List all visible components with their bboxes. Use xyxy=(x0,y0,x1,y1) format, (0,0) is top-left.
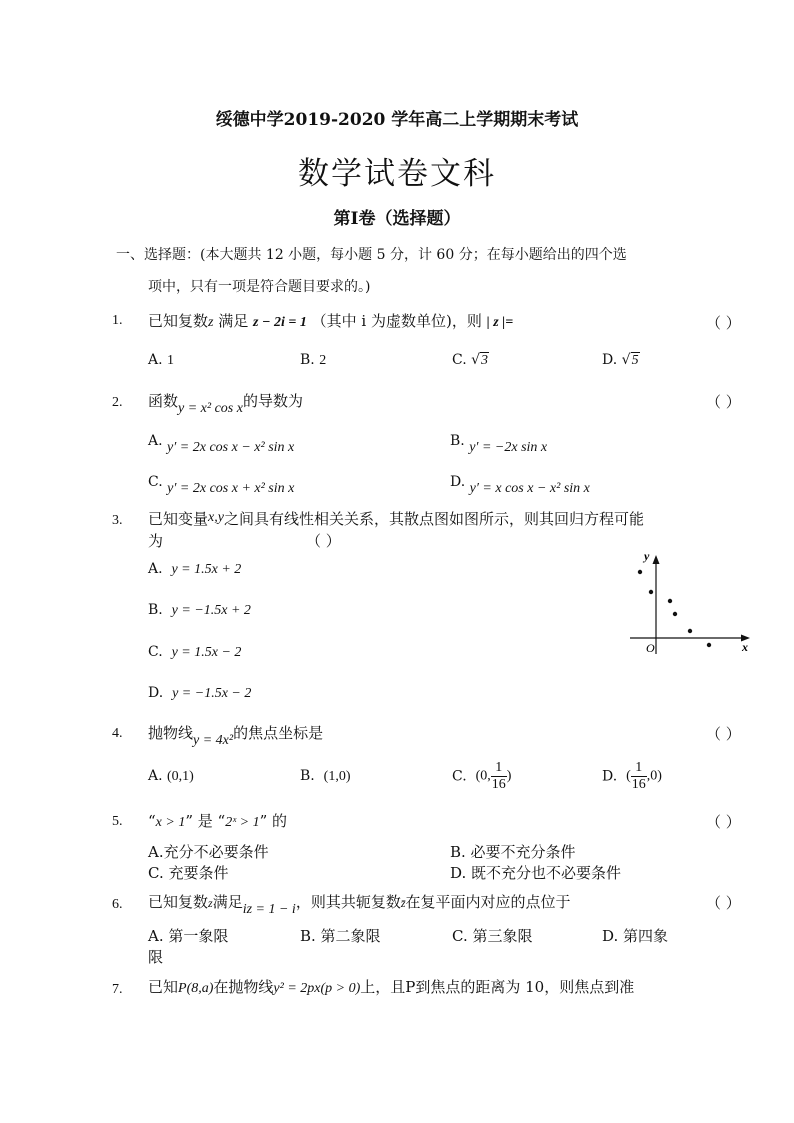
stem-text: 在复平面内对应的点位于 xyxy=(405,893,571,911)
option-value: y = 1.5x + 2 xyxy=(171,562,242,577)
option-d: D. 既不充分也不必要条件 xyxy=(450,864,622,882)
paren-open: (0, xyxy=(475,768,491,784)
option-c xyxy=(148,474,295,496)
sqrt-expression: √5 xyxy=(621,352,639,368)
answer-blank: （ ） xyxy=(706,393,741,411)
origin-label: O xyxy=(646,641,655,655)
math-function: y = 4x² xyxy=(193,733,234,748)
stem-text: 已知复数 xyxy=(148,893,209,911)
answer-blank: （ ） xyxy=(706,725,741,743)
math-vars: x,y xyxy=(208,510,224,525)
option-b: B. 第二象限 xyxy=(300,927,381,945)
option-label: B. xyxy=(450,433,465,449)
option-value: y′ = −2x sin x xyxy=(469,440,548,455)
option-b xyxy=(300,768,350,785)
scatter-point xyxy=(707,643,711,647)
option-b xyxy=(450,433,548,455)
sqrt-expression: √3 xyxy=(471,352,489,368)
y-axis-label: y xyxy=(644,549,650,563)
stem-text: 上，且P到焦点的距离为 10，则焦点到准 xyxy=(360,978,635,996)
option-value: y = −1.5x − 2 xyxy=(172,686,252,701)
option-value: y′ = 2x cos x + x² sin x xyxy=(167,481,295,496)
scatter-plot-figure xyxy=(626,546,756,658)
option-a xyxy=(148,433,295,455)
question-stem-line1 xyxy=(148,508,644,529)
fraction xyxy=(631,760,647,793)
option-c: C. 第三象限 xyxy=(452,927,533,945)
option-c: C. 充要条件 xyxy=(148,864,229,882)
math-var: z xyxy=(208,896,213,910)
math-curve: y² = 2px(p > 0) xyxy=(273,981,361,996)
stem-text: 函数 xyxy=(148,392,179,410)
question-number: 1. xyxy=(112,313,123,328)
option-c xyxy=(148,644,241,661)
option-d xyxy=(148,685,251,702)
fraction xyxy=(491,760,507,793)
option-label: D. xyxy=(602,352,618,368)
option-d xyxy=(450,474,590,496)
question-number: 4. xyxy=(112,726,123,741)
stem-text: 的焦点坐标是 xyxy=(233,724,324,742)
question-stem-line2 xyxy=(148,530,163,551)
section-instructions-line1: 一、选择题：(本大题共 12 小题，每小题 5 分，计 60 分；在每小题给出的四个选 xyxy=(116,247,627,263)
option-value: 1 xyxy=(167,353,175,368)
scatter-point xyxy=(668,599,672,603)
option-label: A. xyxy=(148,352,163,368)
question-stem xyxy=(148,722,324,748)
option-a xyxy=(148,768,194,785)
answer-blank: （ ） xyxy=(706,314,741,332)
math-equation: iz = 1 − i xyxy=(242,902,296,917)
part-heading: 第Ⅰ卷（选择题） xyxy=(333,209,461,229)
option-value: y′ = x cos x − x² sin x xyxy=(469,481,590,496)
y-axis-arrow xyxy=(653,555,660,564)
stem-text: 满足 xyxy=(212,893,243,911)
option-label: B. xyxy=(300,768,315,784)
option-value: y = −1.5x + 2 xyxy=(171,603,251,618)
stem-text: ” 是 “ xyxy=(185,812,226,830)
denominator: 16 xyxy=(491,777,506,792)
stem-text: 的导数为 xyxy=(242,392,303,410)
option-a: A.充分不必要条件 xyxy=(148,843,269,861)
option-label: C. xyxy=(148,644,163,660)
math-point: P(8,a) xyxy=(178,981,214,996)
question-stem xyxy=(148,891,571,917)
stem-text: 抛物线 xyxy=(148,724,194,742)
option-label: B. xyxy=(300,352,315,368)
radicand: 3 xyxy=(481,353,489,368)
stem-text: “ xyxy=(148,812,156,830)
math-var: z xyxy=(208,315,214,330)
option-value: (0,1) xyxy=(167,769,194,784)
question-stem xyxy=(148,310,513,331)
option-label: C. xyxy=(452,768,467,785)
scatter-point xyxy=(649,590,653,594)
stem-text: 已知 xyxy=(148,978,179,996)
option-a: A. 第一象限 xyxy=(148,927,229,945)
numerator: 1 xyxy=(631,760,647,777)
answer-blank: （ ） xyxy=(306,532,341,550)
option-c xyxy=(452,352,489,369)
scatter-point xyxy=(638,570,642,574)
numerator: 1 xyxy=(491,760,507,777)
math-function: y = x² cos x xyxy=(178,401,243,416)
option-value: 2 xyxy=(319,353,327,368)
answer-blank: （ ） xyxy=(706,894,741,912)
question-number: 2. xyxy=(112,395,123,410)
math-conjugate: z̄ xyxy=(400,896,406,910)
option-b: B. 必要不充分条件 xyxy=(450,843,576,861)
option-value: (1,0) xyxy=(323,769,351,784)
option-label: D. xyxy=(450,474,466,490)
math-condition: 2ˣ > 1 xyxy=(225,815,260,830)
section-instructions-line2: 项中，只有一项是符合题目要求的。) xyxy=(148,279,371,295)
option-d xyxy=(602,760,662,793)
option-d-wrap: 限 xyxy=(148,948,164,966)
question-stem xyxy=(148,810,287,831)
math-condition: x > 1 xyxy=(155,815,186,830)
radicand: 5 xyxy=(631,353,639,368)
question-number: 7. xyxy=(112,982,123,997)
option-label: A. xyxy=(148,433,163,449)
scatter-point xyxy=(673,612,677,616)
paren-close: ,0) xyxy=(646,768,662,784)
stem-text: 为 xyxy=(148,532,164,550)
option-a xyxy=(148,561,241,578)
question-stem xyxy=(148,976,634,997)
option-c xyxy=(452,760,511,793)
stem-text: 满足 xyxy=(218,312,249,330)
option-b xyxy=(300,352,326,369)
option-label: D. xyxy=(148,685,164,701)
option-label: B. xyxy=(148,602,163,618)
stem-text: 已知复数 xyxy=(148,312,209,330)
denominator: 16 xyxy=(631,777,646,792)
option-label: C. xyxy=(148,474,163,490)
option-label: A. xyxy=(148,768,163,784)
exam-title: 数学试卷文科 xyxy=(298,156,496,192)
stem-text: 之间具有线性相关关系，其散点图如图所示，则其回归方程可能 xyxy=(223,510,644,528)
option-a xyxy=(148,352,174,369)
answer-blank: （ ） xyxy=(706,813,741,831)
question-number: 6. xyxy=(112,897,123,912)
option-label: A. xyxy=(148,561,163,577)
question-stem xyxy=(148,390,303,416)
paren-close: ) xyxy=(506,768,512,784)
stem-text: （其中 i 为虚数单位)，则 xyxy=(311,312,482,330)
paren-open: ( xyxy=(626,768,631,784)
math-abs: | z |= xyxy=(486,315,514,330)
stem-text: 已知变量 xyxy=(148,510,209,528)
x-axis-label: x xyxy=(742,640,748,654)
option-label: D. xyxy=(602,768,618,785)
school-heading: 绥德中学2019-2020 学年高二上学期期末考试 xyxy=(215,110,579,130)
scatter-point xyxy=(688,629,692,633)
option-b xyxy=(148,602,251,619)
option-d: D. 第四象 xyxy=(602,927,669,945)
question-number: 3. xyxy=(112,513,123,528)
stem-text: ，则其共轭复数 xyxy=(295,893,401,911)
option-label: C. xyxy=(452,352,467,368)
stem-text: 在抛物线 xyxy=(213,978,274,996)
stem-text: ” 的 xyxy=(259,812,288,830)
question-number: 5. xyxy=(112,814,123,829)
option-value: y′ = 2x cos x − x² sin x xyxy=(167,440,295,455)
math-equation: z − 2i = 1 xyxy=(253,315,307,330)
option-d xyxy=(602,352,640,369)
option-value: y = 1.5x − 2 xyxy=(171,645,242,660)
